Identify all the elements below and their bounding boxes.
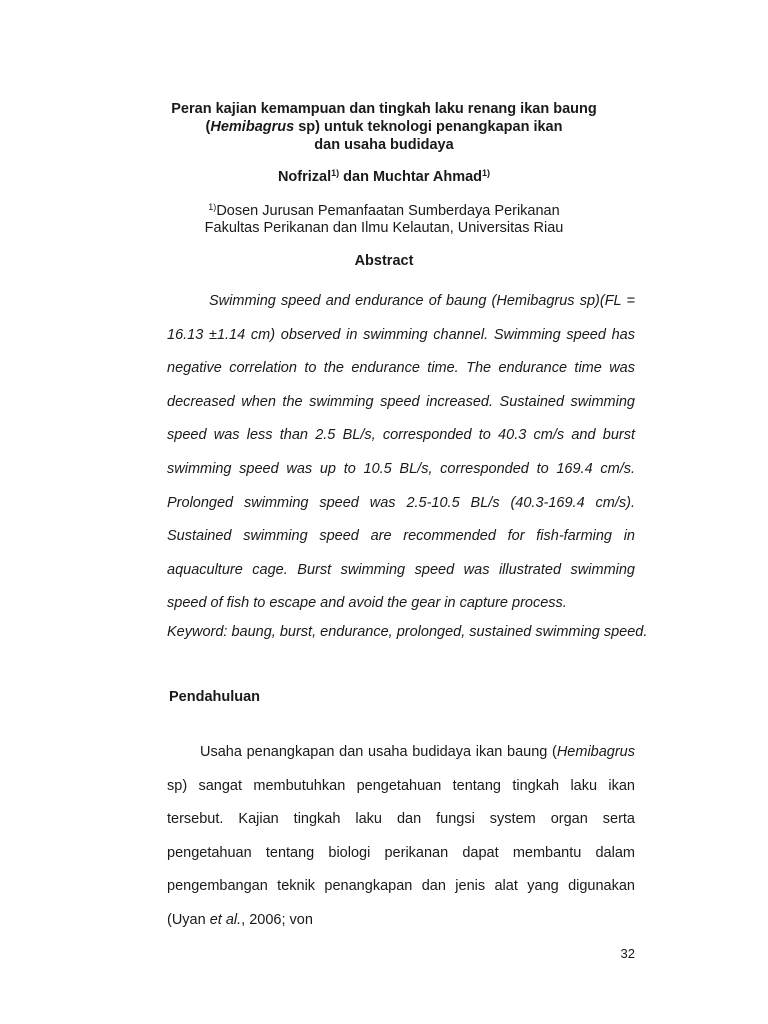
author-1-affil-marker: 1) (331, 168, 340, 178)
title-paren: ( (205, 119, 211, 135)
title-line-2-rest: sp) untuk teknologi penangkapan ikan (294, 119, 563, 135)
author-1: Nofrizal (277, 169, 332, 185)
introduction-paragraph: Usaha penangkapan dan usaha budidaya ikan baung (Hemibagrus sp) sangat membutuhkan pengetahuan tentang tingkah laku ikan tersebut. Kajian tingkah laku dan fungsi system organ serta pengetahuan tentang biologi perikanan dapat membantu dalam pengembangan teknik penangkapan dan jenis alat yang digunakan (Uyan et al., 2006; von (167, 744, 635, 928)
affiliation-marker: 1) (208, 202, 217, 212)
title-species: Hemibagrus (210, 119, 295, 135)
paper-title (0, 100, 768, 154)
affiliation-line-2: Fakultas Perikanan dan Ilmu Kelautan, Universitas Riau (204, 220, 564, 236)
abstract-paragraph: Swimming speed and endurance of baung (Hemibagrus sp)(FL = 16.13 ±1.14 cm) observed in swimming channel. Swimming speed has negative correlation to the endurance time. The endurance time was decreased when the swimming speed increased. Sustained swimming speed was less than 2.5 BL/s, corresponded to 40.3 cm/s and burst swimming speed was up to 10.5 BL/s, corresponded to 169.4 cm/s. Prolonged swimming speed was 2.5-10.5 BL/s (40.3-169.4 cm/s). Sustained swimming speed are recommended for fish-farming in aquaculture cage. Burst swimming speed was illustrated swimming speed of fish to escape and avoid the gear in capture process. (167, 293, 635, 612)
title-line-2 (0, 118, 768, 136)
author-2: dan Muchtar Ahmad (339, 169, 483, 185)
keywords: Keyword: baung, burst, endurance, prolonged, sustained swimming speed. (167, 624, 648, 640)
intro-et-al: et al. (209, 911, 242, 928)
title-line-1: Peran kajian kemampuan dan tingkah laku renang ikan baung (171, 101, 597, 117)
author-list (0, 168, 768, 186)
section-heading-introduction: Pendahuluan (169, 689, 261, 705)
abstract-heading: Abstract (354, 253, 414, 269)
title-line-3: dan usaha budidaya (314, 137, 454, 153)
intro-species: Hemibagrus (556, 744, 635, 760)
affiliation-line-1: $^{1)}$Dosen Jurusan Pemanfaatan Sumberdaya Perikanan (208, 202, 560, 219)
author-2-affil-marker: 1) (482, 168, 491, 178)
page-number: 32 (620, 946, 635, 961)
affiliation (0, 203, 768, 237)
